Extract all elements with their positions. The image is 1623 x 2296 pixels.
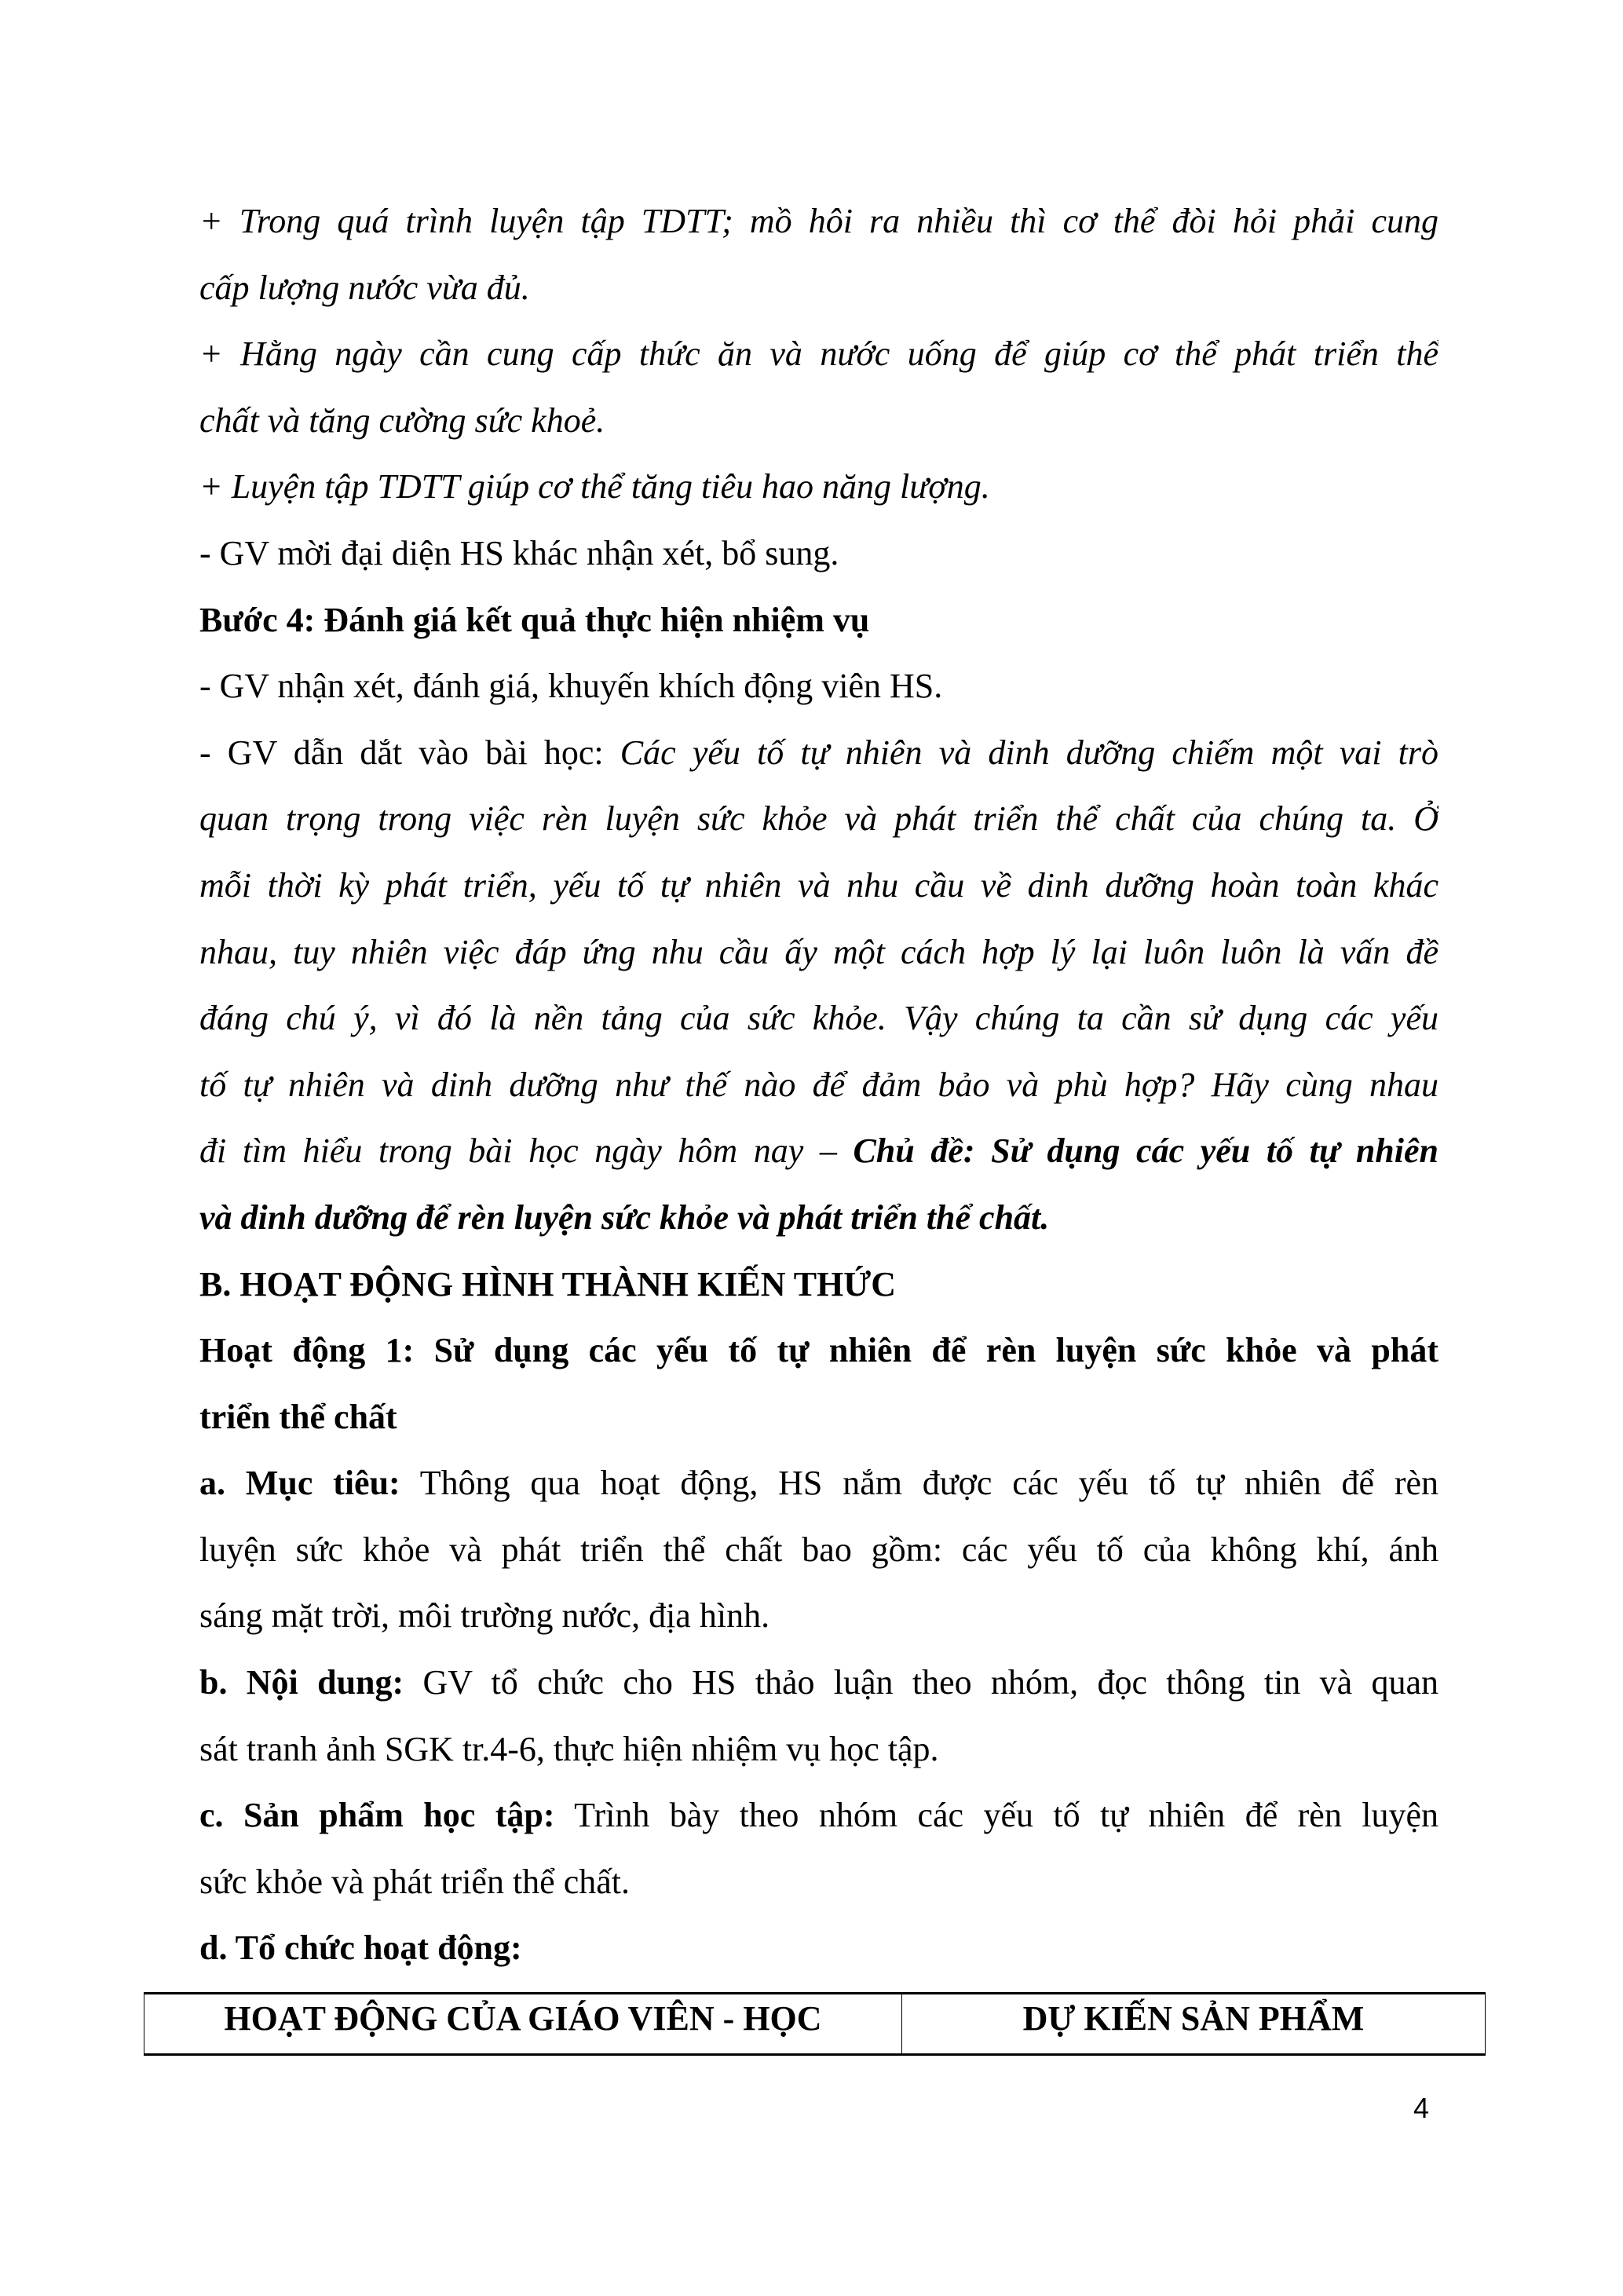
table-header-cell: HOẠT ĐỘNG CỦA GIÁO VIÊN - HỌC — [144, 1994, 902, 2055]
text-line: sức khỏe và phát triển thể chất. — [199, 1862, 630, 1901]
text-line: nhau, tuy nhiên việc đáp ứng nhu cầu ấy một cách hợp lý lại luôn luôn là vấn đề — [199, 932, 1438, 971]
activity-table — [144, 1992, 1486, 2056]
table-header-row — [144, 1994, 1486, 2055]
activity-heading: triển thể chất — [199, 1397, 397, 1436]
text-line: mỗi thời kỳ phát triển, yếu tố tự nhiên và nhu cầu về dinh dưỡng hoàn toàn khác — [199, 865, 1438, 905]
text-line: sát tranh ảnh SGK tr.4-6, thực hiện nhiệm vụ học tập. — [199, 1729, 939, 1768]
text-line: - GV mời đại diện HS khác nhận xét, bổ sung. — [199, 533, 839, 572]
label: c. Sản phẩm học tập: — [199, 1796, 555, 1835]
page-number: 4 — [1413, 2092, 1430, 2124]
text-line — [199, 720, 1438, 787]
text-line: cấp lượng nước vừa đủ. — [199, 268, 530, 307]
text-line: sáng mặt trời, môi trường nước, địa hình. — [199, 1596, 770, 1636]
step-heading: Bước 4: Đánh giá kết quả thực hiện nhiệm vụ — [199, 600, 870, 639]
section-heading: B. HOẠT ĐỘNG HÌNH THÀNH KIẾN THỨC — [199, 1264, 897, 1303]
text-span: Trình bày theo nhóm các yếu tố tự nhiên để rèn luyện — [554, 1796, 1438, 1835]
text-line — [199, 1782, 1438, 1849]
text-line: + Hằng ngày cần cung cấp thức ăn và nước uống để giúp cơ thể phát triển thể — [199, 335, 1438, 374]
text-line — [199, 1650, 1438, 1717]
text-line: - GV nhận xét, đánh giá, khuyến khích động viên HS. — [199, 667, 943, 706]
text-line: + Trong quá trình luyện tập TDTT; mồ hôi ra nhiều thì cơ thể đòi hỏi phải cung — [199, 202, 1438, 240]
topic-title: Chủ đề: Sử dụng các yếu tố tự nhiên — [853, 1132, 1438, 1171]
label: d. Tổ chức hoạt động: — [199, 1929, 522, 1968]
label: b. Nội dung: — [199, 1663, 404, 1702]
topic-title: và dinh dưỡng để rèn luyện sức khỏe và phát triển thể chất. — [199, 1197, 1050, 1237]
text-span: - GV dẫn dắt vào bài học: — [199, 733, 620, 772]
text-line: đáng chú ý, vì đó là nền tảng của sức khỏe. Vậy chúng ta cần sử dụng các yếu — [199, 999, 1438, 1038]
text-line: quan trọng trong việc rèn luyện sức khỏe và phát triển thể chất của chúng ta. Ở — [199, 799, 1438, 839]
text-line: + Luyện tập TDTT giúp cơ thể tăng tiêu hao năng lượng. — [199, 467, 990, 506]
text-line: tố tự nhiên và dinh dưỡng như thế nào để đảm bảo và phù hợp? Hãy cùng nhau — [199, 1065, 1438, 1104]
text-line — [199, 1450, 1438, 1517]
text-span: Thông qua hoạt động, HS nắm được các yếu tố tự nhiên để rèn — [400, 1464, 1438, 1503]
text-span: đi tìm hiểu trong bài học ngày hôm nay – — [199, 1132, 854, 1171]
text-line — [199, 1118, 1438, 1185]
table-header-cell: DỰ KIẾN SẢN PHẨM — [902, 1994, 1486, 2055]
document-body — [199, 188, 1438, 1982]
label: a. Mục tiêu: — [199, 1464, 400, 1503]
activity-heading: Hoạt động 1: Sử dụng các yếu tố tự nhiên để rèn luyện sức khỏe và phát — [199, 1331, 1438, 1370]
text-span: GV tổ chức cho HS thảo luận theo nhóm, đọc thông tin và quan — [404, 1663, 1438, 1702]
text-line: luyện sức khỏe và phát triển thể chất bao gồm: các yếu tố của không khí, ánh — [199, 1530, 1438, 1569]
text-span: Các yếu tố tự nhiên và dinh dưỡng chiếm một vai trò — [620, 733, 1438, 772]
text-line: chất và tăng cường sức khoẻ. — [199, 400, 605, 440]
